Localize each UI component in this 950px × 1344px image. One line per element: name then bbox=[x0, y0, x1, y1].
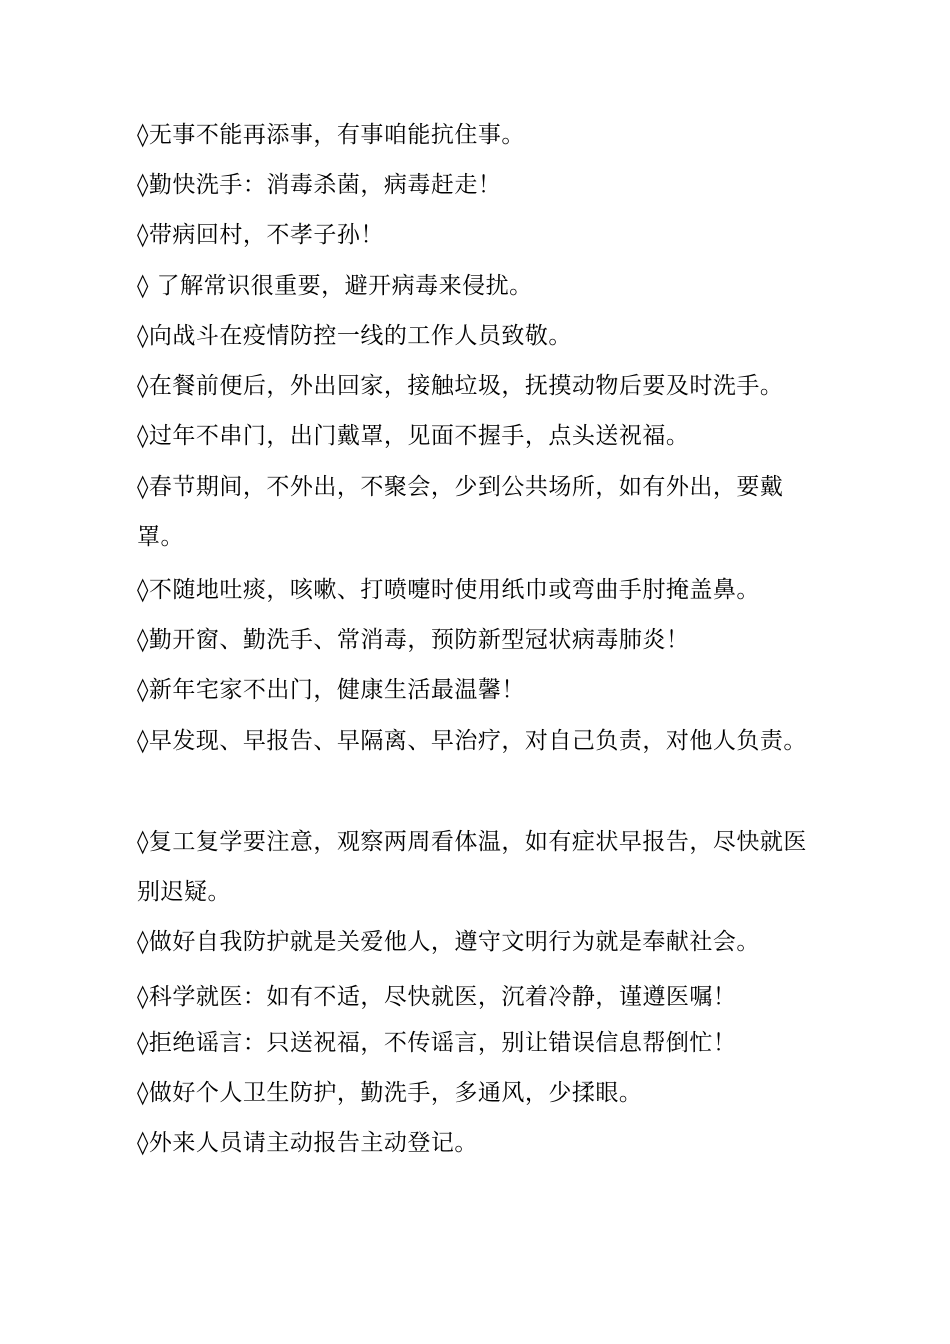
slogan-line: ◊向战斗在疫情防控一线的工作人员致敬。 bbox=[137, 323, 572, 349]
slogan-line: ◊在餐前便后，外出回家，接触垃圾，抚摸动物后要及时洗手。 bbox=[137, 373, 784, 399]
slogan-line: ◊外来人员请主动报告主动登记。 bbox=[137, 1130, 478, 1156]
slogan-line: ◊早发现、早报告、早隔离、早治疗，对自己负责，对他人负责。 bbox=[137, 728, 807, 754]
slogan-line: ◊不随地吐痰，咳嗽、打喷嚏时使用纸巾或弯曲手肘掩盖鼻。 bbox=[137, 577, 760, 603]
slogan-line: ◊复工复学要注意，观察两周看体温，如有症状早报告，尽快就医别迟疑。 bbox=[137, 829, 807, 905]
slogan-line: ◊无事不能再添事，有事咱能抗住事。 bbox=[137, 122, 525, 148]
slogan-line: ◊ 了解常识很重要，避开病毒来侵扰。 bbox=[137, 273, 533, 299]
slogan-line: ◊科学就医：如有不适，尽快就医，沉着冷静，谨遵医嘱！ bbox=[137, 984, 737, 1010]
slogan-line: ◊春节期间，不外出，不聚会，少到公共场所，如有外出，要戴罩。 bbox=[137, 474, 784, 550]
slogan-line: ◊过年不串门，出门戴罩，见面不握手，点头送祝福。 bbox=[137, 423, 690, 449]
slogan-line: ◊做好自我防护就是关爱他人，遵守文明行为就是奉献社会。 bbox=[137, 929, 760, 955]
slogan-line: ◊勤快洗手：消毒杀菌，病毒赶走！ bbox=[137, 172, 502, 198]
slogan-line: ◊拒绝谣言：只送祝福，不传谣言，别让错误信息帮倒忙！ bbox=[137, 1030, 737, 1056]
slogan-line: ◊带病回村，不孝子孙！ bbox=[137, 222, 384, 248]
slogan-line: ◊勤开窗、勤洗手、常消毒，预防新型冠状病毒肺炎！ bbox=[137, 627, 690, 653]
slogan-line: ◊新年宅家不出门，健康生活最温馨！ bbox=[137, 677, 525, 703]
slogan-line: ◊做好个人卫生防护，勤洗手，多通风，少揉眼。 bbox=[137, 1080, 643, 1106]
